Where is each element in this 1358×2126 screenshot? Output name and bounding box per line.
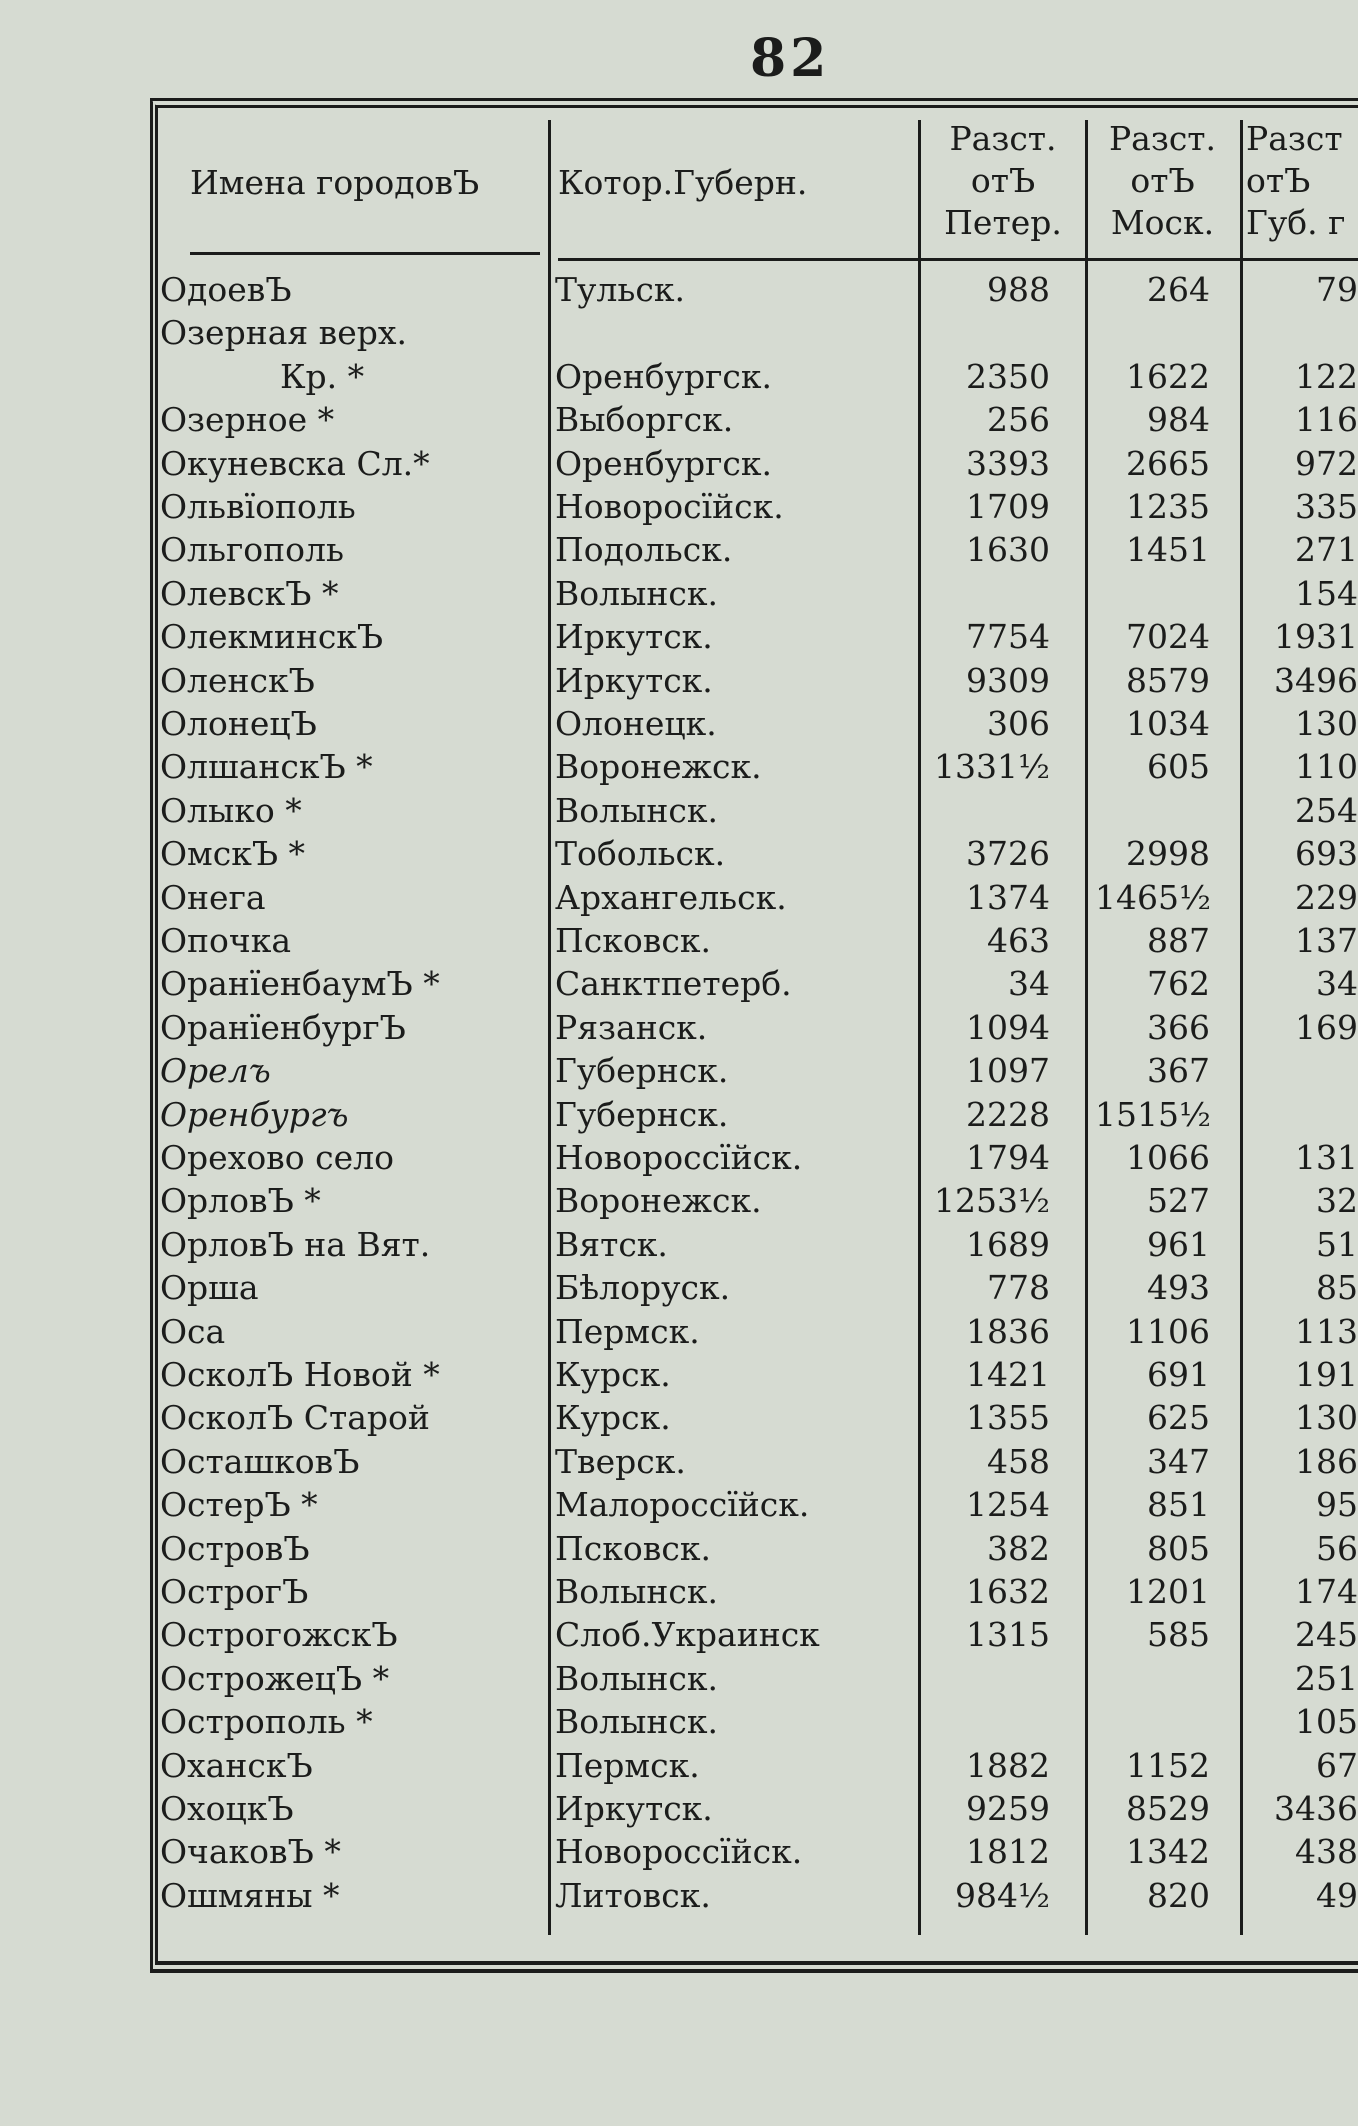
dist-governorate-cell: 3436: [1274, 1789, 1358, 1828]
dist-petersburg-cell: 9309: [966, 660, 1050, 700]
table-row: [0, 1613, 1358, 1656]
dist-governorate-cell: 169: [1295, 1007, 1358, 1047]
table-row: [0, 789, 1358, 832]
header-rule: [558, 258, 1358, 261]
dist-moscow-cell: 2665: [1126, 443, 1210, 483]
governorate-cell: Новоросїйск.: [555, 487, 784, 526]
header-rule: [190, 252, 540, 255]
city-cell: ОлонецЪ: [160, 704, 317, 743]
dist-governorate-cell: 191: [1295, 1355, 1358, 1394]
governorate-cell: Малороссїйск.: [555, 1485, 810, 1525]
dist-moscow-cell: 1342: [1126, 1832, 1210, 1872]
dist-petersburg-cell: 9259: [966, 1789, 1050, 1828]
governorate-cell: Волынск.: [555, 1572, 718, 1611]
dist-moscow-cell: 367: [1147, 1051, 1210, 1091]
table-row: [0, 398, 1358, 441]
governorate-cell: Архангельск.: [555, 877, 787, 917]
city-cell: ОсколЪ Старой: [160, 1398, 430, 1438]
dist-moscow-cell: 1106: [1126, 1311, 1210, 1351]
dist-moscow-cell: 8529: [1126, 1789, 1210, 1828]
header-dist-mos-line2: отЪ: [1130, 161, 1195, 200]
table-row: [0, 1006, 1358, 1049]
city-cell: Ольвїополь: [160, 487, 356, 526]
dist-moscow-cell: 961: [1147, 1224, 1210, 1264]
dist-governorate-cell: 254: [1295, 790, 1358, 830]
page-number: 82: [750, 28, 831, 89]
dist-petersburg-cell: 256: [987, 400, 1050, 440]
dist-governorate-cell: 32: [1316, 1181, 1358, 1221]
header-dist-gub-line3: Губ. г: [1246, 203, 1346, 242]
city-cell: Ольгополь: [160, 530, 344, 570]
dist-petersburg-cell: 463: [987, 921, 1050, 960]
governorate-cell: Иркутск.: [555, 660, 713, 700]
governorate-cell: Волынск.: [555, 1702, 718, 1742]
governorate-cell: Вятск.: [555, 1224, 668, 1264]
governorate-cell: Олонецк.: [555, 704, 717, 743]
table-row: [0, 962, 1358, 1005]
dist-governorate-cell: 229: [1295, 877, 1358, 917]
table-row: [0, 1787, 1358, 1830]
city-cell: ОдоевЪ: [160, 270, 292, 309]
table-row: [0, 1266, 1358, 1309]
dist-governorate-cell: 131: [1295, 1138, 1358, 1177]
dist-petersburg-cell: 1421: [966, 1355, 1050, 1394]
table-row: [0, 355, 1358, 398]
dist-petersburg-cell: 1689: [966, 1224, 1050, 1264]
header-dist-pet-line1: Разст.: [949, 119, 1057, 158]
table-row: [0, 572, 1358, 615]
table-row: [0, 1353, 1358, 1396]
header-dist-mos-line3: Моск.: [1110, 203, 1215, 242]
table-row: [0, 1223, 1358, 1266]
header-dist-gub-line1: Разст: [1246, 119, 1343, 158]
city-cell: ОсташковЪ: [160, 1441, 360, 1481]
city-cell: Оса: [160, 1311, 226, 1351]
dist-moscow-cell: 347: [1147, 1441, 1210, 1481]
dist-moscow-cell: 585: [1147, 1615, 1210, 1655]
table-row: [0, 876, 1358, 919]
governorate-cell: Бѣлоруск.: [555, 1268, 731, 1308]
city-cell: ОхоцкЪ: [160, 1789, 294, 1828]
city-cell: Орша: [160, 1268, 259, 1308]
dist-governorate-cell: 245: [1295, 1615, 1358, 1655]
city-cell: Ошмяны *: [160, 1875, 340, 1915]
governorate-cell: Губернск.: [555, 1094, 729, 1134]
dist-governorate-cell: 49: [1316, 1875, 1358, 1915]
governorate-cell: Санктпетерб.: [555, 964, 792, 1004]
governorate-cell: Воронежск.: [555, 747, 762, 787]
table-row: [0, 1440, 1358, 1483]
city-cell: Кр. *: [280, 356, 365, 396]
governorate-cell: Выборгск.: [555, 400, 734, 440]
governorate-cell: Новороссїйск.: [555, 1138, 803, 1177]
table-row: [0, 1049, 1358, 1092]
dist-petersburg-cell: 3393: [966, 443, 1050, 483]
table-row: [0, 485, 1358, 528]
dist-moscow-cell: 691: [1147, 1355, 1210, 1394]
table-row: [0, 528, 1358, 571]
dist-governorate-cell: 1931: [1274, 617, 1358, 657]
dist-petersburg-cell: 306: [987, 704, 1050, 743]
dist-governorate-cell: 85: [1316, 1268, 1358, 1308]
city-cell: Опочка: [160, 921, 292, 960]
city-cell: ОстрогожскЪ: [160, 1615, 398, 1655]
city-cell: Онега: [160, 877, 266, 917]
city-cell: ОрловЪ *: [160, 1181, 321, 1221]
city-cell: Озерное *: [160, 400, 335, 440]
governorate-cell: Губернск.: [555, 1051, 729, 1091]
table-row: [0, 832, 1358, 875]
header-dist-moscow: [1085, 118, 1240, 244]
table-row: [0, 702, 1358, 745]
dist-governorate-cell: 335: [1295, 487, 1358, 526]
city-cell: ОлевскЪ *: [160, 573, 339, 613]
city-cell: Острополь *: [160, 1702, 373, 1742]
dist-governorate-cell: 271: [1295, 530, 1358, 570]
dist-petersburg-cell: 1097: [966, 1051, 1050, 1091]
table-row: [0, 1396, 1358, 1439]
governorate-cell: Волынск.: [555, 1658, 718, 1698]
dist-petersburg-cell: 458: [987, 1441, 1050, 1481]
table-row: [0, 1093, 1358, 1136]
governorate-cell: Слоб.Украинск: [555, 1615, 820, 1655]
dist-governorate-cell: 56: [1316, 1528, 1358, 1568]
governorate-cell: Оренбургск.: [555, 356, 772, 396]
header-dist-governorate: [1240, 118, 1358, 244]
dist-moscow-cell: 1515½: [1095, 1094, 1211, 1134]
dist-moscow-cell: 493: [1147, 1268, 1210, 1308]
table-row: [0, 1179, 1358, 1222]
city-cell: ОранїенбургЪ: [160, 1007, 406, 1047]
dist-moscow-cell: 1451: [1126, 530, 1210, 570]
dist-petersburg-cell: 3726: [966, 834, 1050, 874]
table-row: [0, 1744, 1358, 1787]
dist-governorate-cell: 95: [1316, 1485, 1358, 1525]
city-cell: ОстрожецЪ *: [160, 1658, 390, 1698]
dist-moscow-cell: 264: [1147, 270, 1210, 309]
governorate-cell: Новороссїйск.: [555, 1832, 803, 1872]
dist-petersburg-cell: 1355: [966, 1398, 1050, 1438]
city-cell: Орехово село: [160, 1138, 394, 1177]
table-row: [0, 1874, 1358, 1917]
table-row: [0, 745, 1358, 788]
dist-petersburg-cell: 984½: [955, 1875, 1050, 1915]
dist-petersburg-cell: 7754: [966, 617, 1050, 657]
dist-moscow-cell: 366: [1147, 1007, 1210, 1047]
dist-governorate-cell: 116: [1295, 400, 1358, 440]
dist-petersburg-cell: 34: [1008, 964, 1050, 1004]
governorate-cell: Тульск.: [555, 270, 685, 309]
dist-petersburg-cell: 1254: [966, 1485, 1050, 1525]
table-row: [0, 1483, 1358, 1526]
dist-moscow-cell: 820: [1147, 1875, 1210, 1915]
table-row: [0, 1657, 1358, 1700]
dist-moscow-cell: 851: [1147, 1485, 1210, 1525]
dist-governorate-cell: 122: [1295, 356, 1358, 396]
table-row: [0, 1136, 1358, 1179]
dist-governorate-cell: 174: [1295, 1572, 1358, 1611]
city-cell: ОлекминскЪ: [160, 617, 384, 657]
table-row: [0, 268, 1358, 311]
governorate-cell: Волынск.: [555, 573, 718, 613]
header-dist-mos-line1: Разст.: [1108, 119, 1217, 158]
city-cell: ОстрогЪ: [160, 1572, 309, 1611]
dist-governorate-cell: 67: [1316, 1745, 1358, 1785]
dist-governorate-cell: 693: [1295, 834, 1358, 874]
governorate-cell: Оренбургск.: [555, 443, 772, 483]
dist-petersburg-cell: 1709: [966, 487, 1050, 526]
dist-governorate-cell: 972: [1295, 443, 1358, 483]
header-dist-pet-line2: отЪ: [970, 161, 1036, 200]
city-cell: ОханскЪ: [160, 1745, 313, 1785]
dist-moscow-cell: 1465½: [1095, 877, 1211, 917]
dist-moscow-cell: 1201: [1126, 1572, 1210, 1611]
dist-petersburg-cell: 988: [987, 270, 1050, 309]
dist-moscow-cell: 2998: [1126, 834, 1210, 874]
dist-petersburg-cell: 1315: [966, 1615, 1050, 1655]
city-cell: Окуневска Сл.*: [160, 443, 430, 483]
dist-governorate-cell: 3496: [1274, 660, 1358, 700]
dist-moscow-cell: 1235: [1126, 487, 1210, 526]
table-row: [0, 659, 1358, 702]
city-cell: Оренбургъ: [160, 1094, 349, 1134]
governorate-cell: Иркутск.: [555, 617, 713, 657]
dist-governorate-cell: 110: [1295, 747, 1358, 787]
governorate-cell: Иркутск.: [555, 1789, 713, 1828]
city-cell: ОлшанскЪ *: [160, 747, 373, 787]
dist-petersburg-cell: 1374: [966, 877, 1050, 917]
dist-moscow-cell: 7024: [1126, 617, 1210, 657]
dist-petersburg-cell: 382: [987, 1528, 1050, 1568]
governorate-cell: Волынск.: [555, 790, 718, 830]
table-row: [0, 615, 1358, 658]
city-cell: ОстровЪ: [160, 1528, 310, 1568]
city-cell: ОленскЪ: [160, 660, 315, 700]
dist-petersburg-cell: 1794: [966, 1138, 1050, 1177]
dist-moscow-cell: 887: [1147, 921, 1210, 960]
governorate-cell: Псковск.: [555, 921, 711, 960]
table-row: [0, 1700, 1358, 1743]
dist-governorate-cell: 186: [1295, 1441, 1358, 1481]
dist-moscow-cell: 1066: [1126, 1138, 1210, 1177]
dist-petersburg-cell: 778: [987, 1268, 1050, 1308]
governorate-cell: Курск.: [555, 1398, 671, 1438]
dist-governorate-cell: 34: [1316, 964, 1358, 1004]
governorate-cell: Псковск.: [555, 1528, 711, 1568]
dist-petersburg-cell: 1632: [966, 1572, 1050, 1611]
governorate-cell: Тобольск.: [555, 834, 726, 874]
city-cell: ОранїенбаумЪ *: [160, 964, 440, 1004]
city-cell: ОстерЪ *: [160, 1485, 318, 1525]
governorate-cell: Пермск.: [555, 1311, 700, 1351]
dist-moscow-cell: 805: [1147, 1528, 1210, 1568]
header-dist-gub-line2: отЪ: [1246, 161, 1311, 200]
dist-petersburg-cell: 1882: [966, 1745, 1050, 1785]
dist-governorate-cell: 438: [1295, 1832, 1358, 1872]
dist-petersburg-cell: 2350: [966, 356, 1050, 396]
table-row: [0, 311, 1358, 354]
header-city: Имена городовЪ: [190, 163, 480, 202]
table-row: [0, 442, 1358, 485]
dist-petersburg-cell: 1836: [966, 1311, 1050, 1351]
dist-petersburg-cell: 1253½: [934, 1181, 1050, 1221]
dist-moscow-cell: 8579: [1126, 660, 1210, 700]
city-cell: Орелъ: [160, 1051, 271, 1091]
dist-governorate-cell: 113: [1295, 1311, 1358, 1351]
dist-governorate-cell: 137: [1295, 921, 1358, 960]
table-row: [0, 1527, 1358, 1570]
table-row: [0, 1570, 1358, 1613]
governorate-cell: Курск.: [555, 1355, 671, 1394]
governorate-cell: Пермск.: [555, 1745, 700, 1785]
dist-moscow-cell: 527: [1147, 1181, 1210, 1221]
table-row: [0, 919, 1358, 962]
city-cell: ОсколЪ Новой *: [160, 1355, 440, 1394]
dist-moscow-cell: 1622: [1126, 356, 1210, 396]
governorate-cell: Литовск.: [555, 1875, 711, 1915]
dist-moscow-cell: 1152: [1126, 1745, 1210, 1785]
city-cell: ОмскЪ *: [160, 834, 306, 874]
header-dist-pet-line3: Петер.: [944, 203, 1062, 242]
dist-moscow-cell: 984: [1147, 400, 1210, 440]
city-cell: ОрловЪ на Вят.: [160, 1224, 431, 1264]
dist-petersburg-cell: 1630: [966, 530, 1050, 570]
governorate-cell: Подольск.: [555, 530, 733, 570]
dist-petersburg-cell: 1812: [966, 1832, 1050, 1872]
dist-governorate-cell: 51: [1316, 1224, 1358, 1264]
governorate-cell: Воронежск.: [555, 1181, 762, 1221]
dist-petersburg-cell: 2228: [966, 1094, 1050, 1134]
dist-moscow-cell: 605: [1147, 747, 1210, 787]
dist-moscow-cell: 762: [1147, 964, 1210, 1004]
dist-governorate-cell: 154: [1295, 573, 1358, 613]
header-governorate: Котор.Губерн.: [558, 163, 808, 202]
city-cell: Озерная верх.: [160, 313, 408, 353]
dist-petersburg-cell: 1094: [966, 1007, 1050, 1047]
city-cell: ОчаковЪ *: [160, 1832, 341, 1872]
city-cell: Олыко *: [160, 790, 302, 830]
dist-moscow-cell: 625: [1147, 1398, 1210, 1438]
dist-petersburg-cell: 1331½: [934, 747, 1050, 787]
dist-moscow-cell: 1034: [1126, 704, 1210, 743]
governorate-cell: Тверск.: [555, 1441, 686, 1481]
dist-governorate-cell: 130: [1295, 704, 1358, 743]
dist-governorate-cell: 130: [1295, 1398, 1358, 1438]
dist-governorate-cell: 79: [1316, 270, 1358, 309]
header-dist-petersburg: [918, 118, 1088, 244]
dist-governorate-cell: 105: [1295, 1702, 1358, 1742]
table-row: [0, 1830, 1358, 1873]
table-row: [0, 1310, 1358, 1353]
governorate-cell: Рязанск.: [555, 1007, 708, 1047]
dist-governorate-cell: 251: [1295, 1658, 1358, 1698]
